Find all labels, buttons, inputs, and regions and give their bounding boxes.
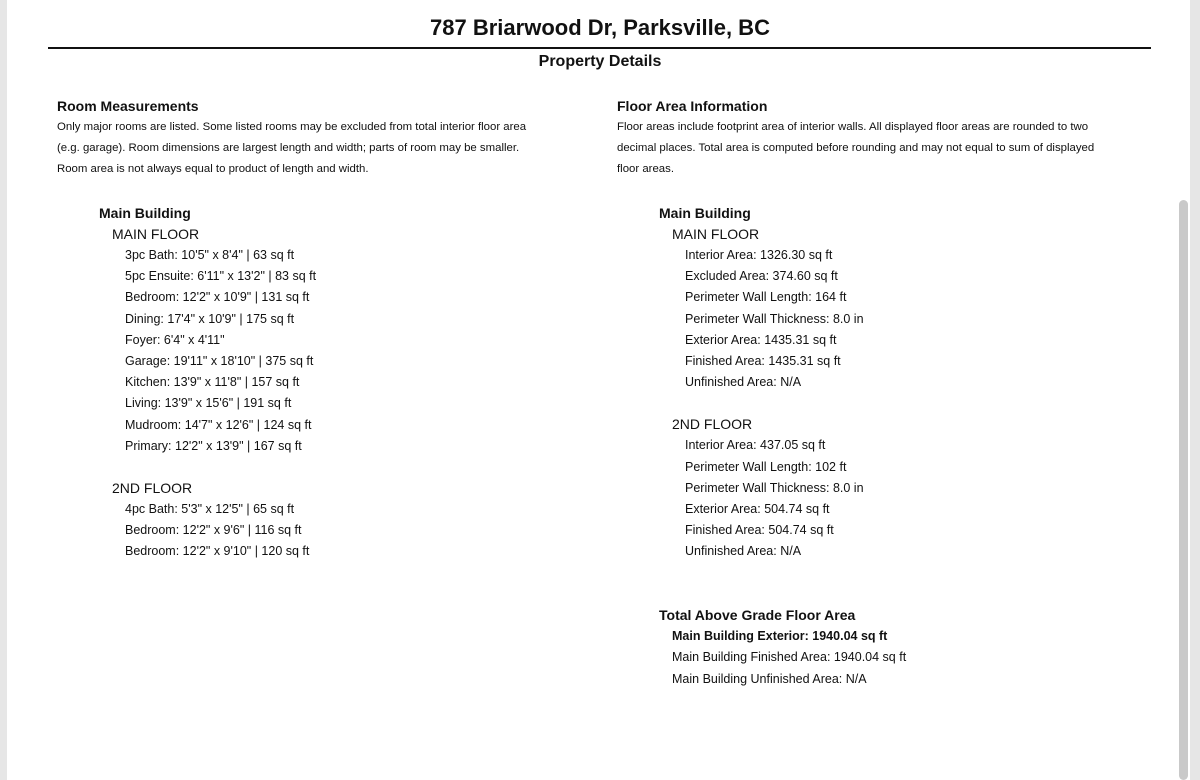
floor-area-heading: Floor Area Information [617, 98, 768, 114]
room-item: Primary: 12'2" x 13'9" | 167 sq ft [125, 438, 302, 453]
area-item: Perimeter Wall Length: 164 ft [685, 290, 847, 305]
area-item: Interior Area: 1326.30 sq ft [685, 248, 833, 262]
room-item: Bedroom: 12'2" x 10'9" | 131 sq ft [125, 290, 310, 305]
area-item: Finished Area: 504.74 sq ft [685, 523, 834, 538]
building-name: Main Building [659, 205, 751, 221]
total-finished-area: Main Building Finished Area: 1940.04 sq ft [672, 650, 907, 665]
note-line: (e.g. garage). Room dimensions are largest length and width; parts of room may be smaller. [57, 142, 520, 154]
total-exterior-area: Main Building Exterior: 1940.04 sq ft [672, 628, 888, 643]
room-item: Garage: 19'11" x 18'10" | 375 sq ft [125, 354, 314, 369]
room-item: Kitchen: 13'9" x 11'8" | 157 sq ft [125, 375, 300, 390]
note-line: floor areas. [617, 163, 674, 175]
room-item: Dining: 17'4" x 10'9" | 175 sq ft [125, 311, 295, 326]
room-item: Bedroom: 12'2" x 9'6" | 116 sq ft [125, 523, 302, 538]
room-item: 5pc Ensuite: 6'11" x 13'2" | 83 sq ft [125, 269, 317, 284]
area-item: Unfinished Area: N/A [685, 375, 802, 390]
page-edge-left [0, 0, 7, 780]
room-item: Living: 13'9" x 15'6" | 191 sq ft [125, 396, 292, 411]
note-line: decimal places. Total area is computed before rounding and may not equal to sum of displayed [617, 142, 1095, 154]
building-name: Main Building [99, 205, 191, 221]
area-item: Perimeter Wall Thickness: 8.0 in [685, 311, 864, 326]
floor-area-note [617, 117, 1162, 180]
floor-area-section [617, 97, 1162, 690]
floor-heading: 2ND FLOOR [672, 416, 753, 433]
floor-heading: 2ND FLOOR [112, 480, 193, 497]
area-item: Excluded Area: 374.60 sq ft [685, 269, 838, 284]
area-item: Unfinished Area: N/A [685, 544, 802, 559]
area-item: Interior Area: 437.05 sq ft [685, 438, 826, 453]
note-line: Room area is not always equal to product of length and width. [57, 163, 369, 175]
room-item: 4pc Bath: 5'3" x 12'5" | 65 sq ft [125, 502, 295, 517]
area-item: Exterior Area: 504.74 sq ft [685, 502, 830, 517]
room-item: 3pc Bath: 10'5" x 8'4" | 63 sq ft [125, 248, 295, 262]
page-edge-right [1190, 0, 1200, 780]
area-item: Finished Area: 1435.31 sq ft [685, 354, 841, 369]
title-divider [48, 47, 1151, 49]
room-item: Foyer: 6'4" x 4'11" [125, 332, 225, 347]
page-title: 787 Briarwood Dr, Parksville, BC [430, 15, 770, 40]
total-unfinished-area: Main Building Unfinished Area: N/A [672, 671, 867, 686]
total-floor-area-block [617, 605, 1162, 691]
floor-heading: MAIN FLOOR [112, 226, 200, 242]
floor-heading: MAIN FLOOR [672, 226, 760, 242]
vertical-scrollbar-thumb[interactable] [1179, 200, 1188, 780]
page-subtitle: Property Details [538, 53, 662, 70]
room-measurements-heading: Room Measurements [57, 98, 199, 114]
area-item: Perimeter Wall Thickness: 8.0 in [685, 480, 864, 495]
room-measurements-note [57, 117, 597, 180]
room-item: Mudroom: 14'7" x 12'6" | 124 sq ft [125, 417, 312, 432]
area-item: Exterior Area: 1435.31 sq ft [685, 332, 837, 347]
area-item: Perimeter Wall Length: 102 ft [685, 459, 847, 474]
room-item: Bedroom: 12'2" x 9'10" | 120 sq ft [125, 544, 310, 559]
note-line: Only major rooms are listed. Some listed rooms may be excluded from total interior floor area [57, 121, 527, 133]
room-measurements-section [57, 97, 597, 563]
total-floor-area-heading: Total Above Grade Floor Area [659, 606, 856, 623]
note-line: Floor areas include footprint area of interior walls. All displayed floor areas are rounded to two [617, 121, 1089, 133]
